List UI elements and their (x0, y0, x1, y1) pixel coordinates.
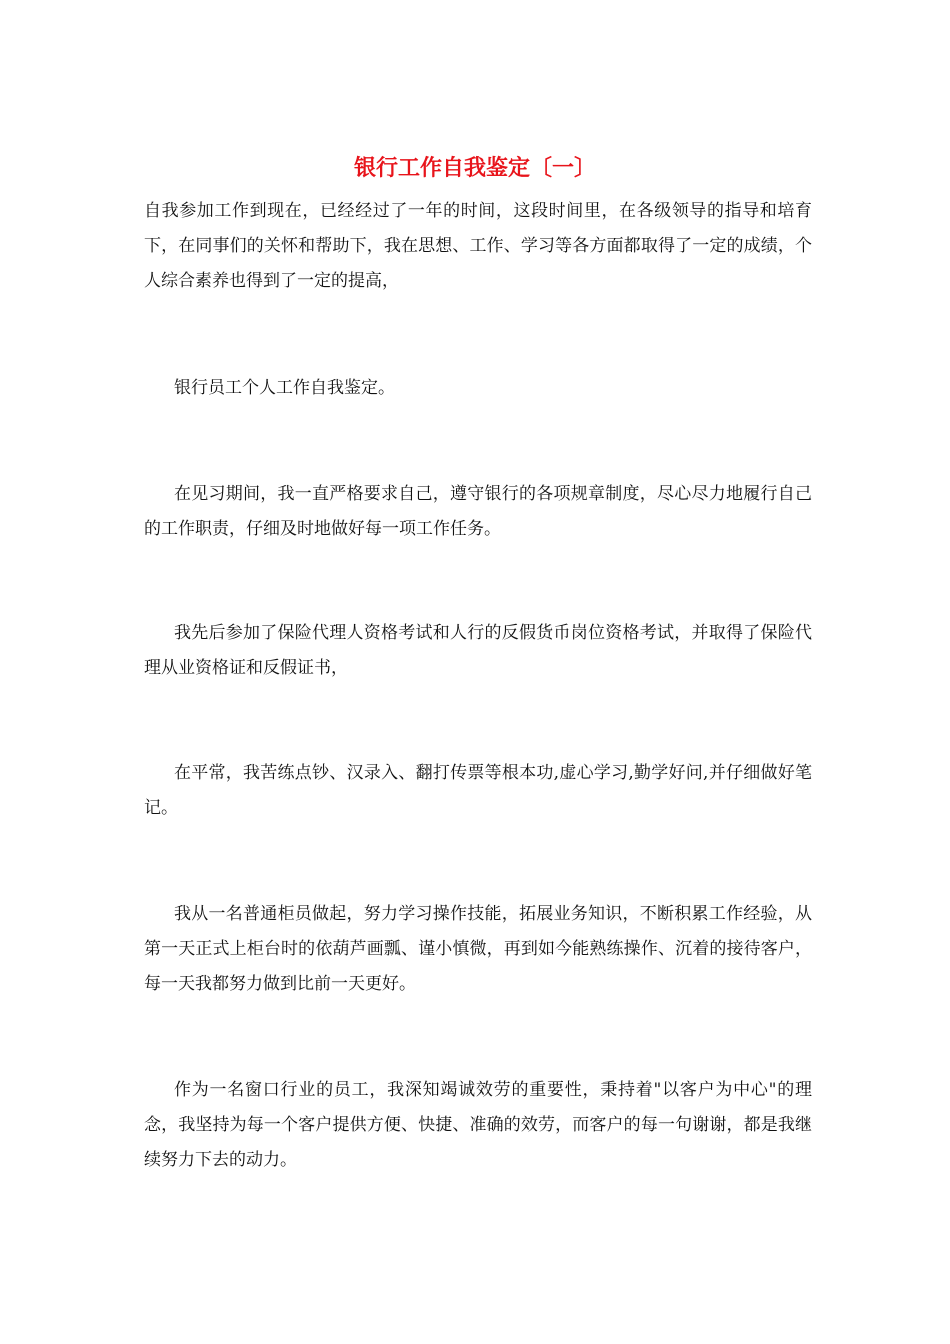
paragraph-certification: 我先后参加了保险代理人资格考试和人行的反假货币岗位资格考试，并取得了保险代理从业资格证和反假证书， (144, 623, 812, 678)
paragraph-basic-skills: 在平常，我苦练点钞、汉录入、翻打传票等根本功,虚心学习,勤学好问,并仔细做好笔记。 (144, 763, 812, 818)
paragraph-intro: 自我参加工作到现在，已经经过了一年的时间，这段时间里，在各级领导的指导和培育下，在同事们的关怀和帮助下，我在思想、工作、学习等各方面都取得了一定的成绩，个人综合素养也得到了一定的提高， (144, 201, 812, 291)
paragraph-internship: 在见习期间，我一直严格要求自己，遵守银行的各项规章制度，尽心尽力地履行自己的工作职责，仔细及时地做好每一项工作任务。 (144, 484, 812, 539)
paragraph-subtitle: 银行员工个人工作自我鉴定。 (174, 378, 395, 398)
document-title: 银行工作自我鉴定〔一〕 (353, 155, 596, 181)
paragraph-customer-service: 作为一名窗口行业的员工，我深知竭诚效劳的重要性，秉持着"以客户为中心"的理念，我坚持为每一个客户提供方便、快捷、准确的效劳，而客户的每一句谢谢，都是我继续努力下去的动力。 (144, 1080, 812, 1170)
paragraph-teller-growth: 我从一名普通柜员做起，努力学习操作技能，拓展业务知识，不断积累工作经验，从第一天正式上柜台时的依葫芦画瓢、谨小慎微，再到如今能熟练操作、沉着的接待客户，每一天我都努力做到比前一天更好。 (144, 904, 812, 994)
